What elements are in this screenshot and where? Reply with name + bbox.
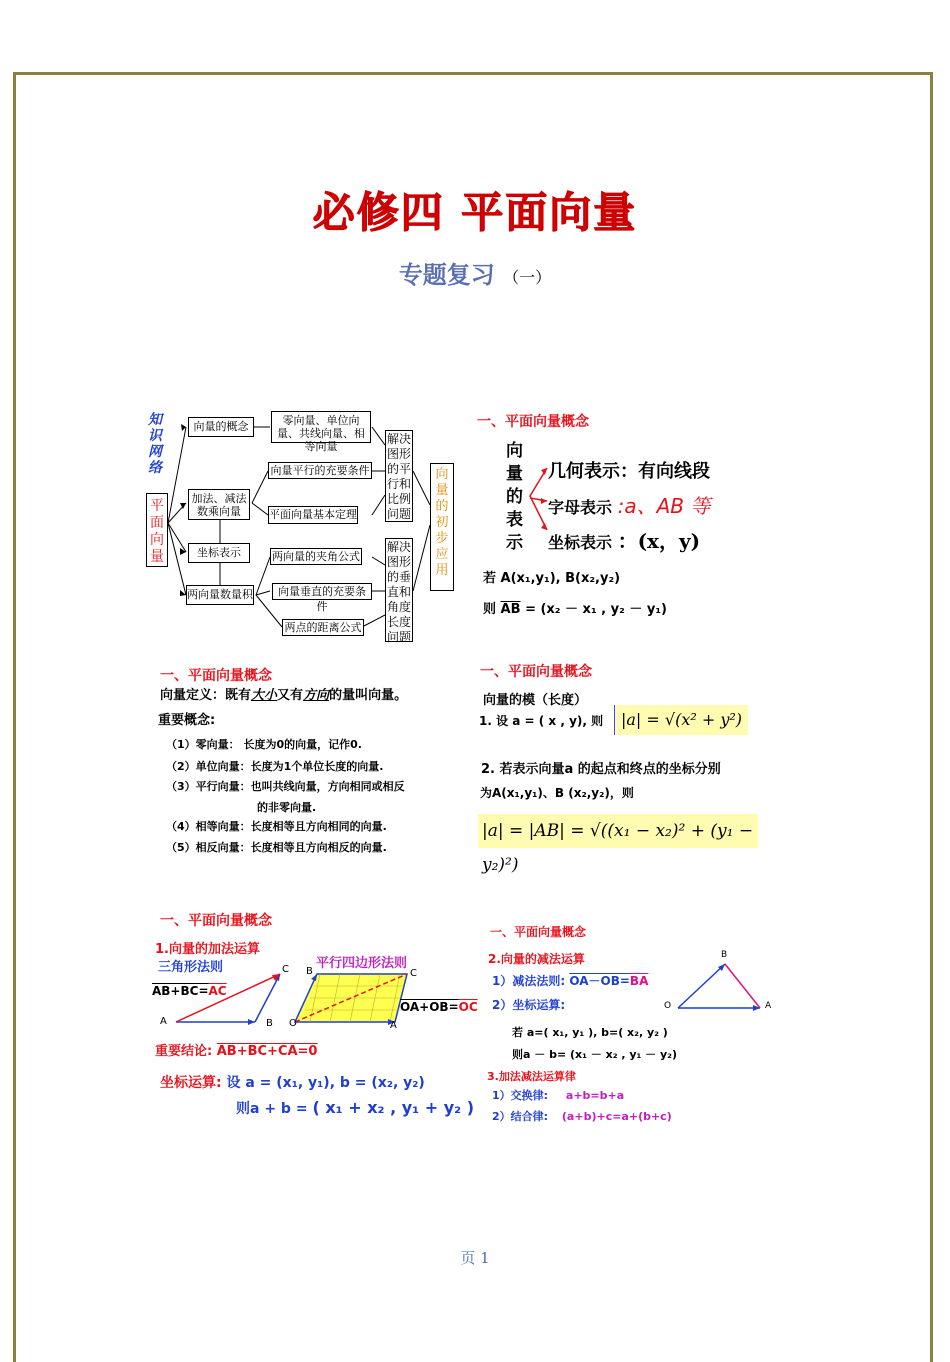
rep-then-line <box>483 598 667 617</box>
sub-assoc-pre: 2）结合律: <box>492 1110 549 1123</box>
network-root-box: 平面向量 <box>146 493 168 567</box>
node-distance-formula: 两点的距离公式 <box>282 619 364 636</box>
add-pt-b: B <box>266 1018 273 1029</box>
add-para-equation <box>400 1000 478 1014</box>
rep-brace <box>525 460 550 542</box>
def-line1-e: 的量叫向量。 <box>329 688 408 703</box>
add-conclusion <box>155 1040 317 1059</box>
add-heading: 一、平面向量概念 <box>160 913 272 929</box>
sub-assoc <box>492 1108 672 1124</box>
def-item-4: （4）相等向量：长度相等且方向相同的向量. <box>166 820 387 833</box>
add-tri-equation <box>152 984 227 998</box>
add-coord-l1: 设 a = (x₁, y₁), b = (x₂, y₂) <box>226 1075 425 1091</box>
node-coordinate: 坐标表示 <box>188 543 250 563</box>
node-perpendicular: 向量垂直的充要条件 <box>272 583 372 600</box>
mod-heading: 一、平面向量概念 <box>480 664 592 680</box>
rep-label: 向量的表示 <box>506 441 523 553</box>
mod-line2b: 为A(x₁,y₁)、B (x₂,y₂)，则 <box>480 786 634 800</box>
add-pt-a: A <box>160 1016 167 1027</box>
node-concept-detail: 零向量、单位向量、共线向量、相等向量 <box>271 411 371 443</box>
add-conclusion-pre: 重要结论: <box>155 1044 213 1059</box>
mod-line1: 1. 设 a = ( x , y), 则 <box>479 714 604 728</box>
node-operations: 加法、减法数乘向量 <box>188 489 250 520</box>
def-line1-c: 又有 <box>277 688 304 703</box>
add-para-pt-a: A <box>390 1020 397 1031</box>
def-line1 <box>160 684 407 703</box>
add-subheading: 1.向量的加法运算 <box>155 942 260 957</box>
add-para-eq-a: OA+OB= <box>400 1000 459 1014</box>
rep-coord-val: ：(x，y) <box>617 529 701 553</box>
node-angle-formula: 两向量的夹角公式 <box>272 550 360 563</box>
rep-coord-pre: 坐标表示 <box>548 533 613 552</box>
mod-title: 向量的模（长度） <box>483 693 588 708</box>
def-line1-a: 向量定义：既有 <box>160 688 252 703</box>
def-line1-b: 大小 <box>251 688 278 703</box>
network-side-label: 知识网络 <box>148 412 162 476</box>
sub-title: 2.向量的减法运算 <box>488 952 585 966</box>
sub-rule-pre: 1）减法法则: <box>492 974 566 988</box>
sub-rule-res: $\overline{BA}$ <box>629 974 649 988</box>
def-heading: 一、平面向量概念 <box>160 668 272 684</box>
node-solve-perpendicular: 解决图形的垂直和角度长度问题 <box>387 540 412 644</box>
subtitle-text: 专题复习 <box>398 261 495 289</box>
add-coord-l2-b: ( x₁ + x₂ , y₁ + y₂ ) <box>312 1098 475 1117</box>
node-concept: 向量的概念 <box>188 417 254 437</box>
mod-formula-2: |a| = |AB| = √((x₁ − x₂)² + (y₁ − y₂)²) <box>478 814 758 848</box>
node-parallel-condition: 向量平行的充要条件 <box>268 462 372 479</box>
rep-heading: 一、平面向量概念 <box>477 414 589 430</box>
rep-then-pre: 则 <box>483 602 497 617</box>
node-solve-parallel: 解决图形的平行和比例问题 <box>387 432 412 521</box>
rep-geometric: 几何表示：有向线段 <box>548 461 710 482</box>
add-para-pt-b: B <box>306 966 313 977</box>
add-parallelogram-rule: 平行四边形法则 <box>316 956 408 971</box>
node-dot-product: 两向量数量积 <box>186 585 254 605</box>
add-conclusion-val: AB+BC+CA=0 <box>216 1044 318 1059</box>
node-basic-theorem: 平面向量基本定理 <box>268 506 358 524</box>
sub-rule <box>492 972 648 989</box>
subtitle-paren: （一） <box>503 268 552 287</box>
add-para-eq-b: $\overline{OC}$ <box>458 1000 478 1014</box>
add-coord-pre: 坐标运算: <box>160 1075 222 1091</box>
add-para-pt-c: C <box>410 968 417 979</box>
add-tri-eq-a: AB+BC= <box>152 984 209 998</box>
def-item-3b: 的非零向量. <box>257 801 317 814</box>
def-item-2: （2）单位向量：长度为1个单位长度的向量. <box>166 760 384 773</box>
sub-coord: 2）坐标运算: <box>492 998 566 1012</box>
add-coord-l2-a: 则a + b = <box>236 1101 313 1117</box>
rep-then-vec: $\overline{AB}$ <box>500 602 521 617</box>
rep-letter <box>548 490 710 519</box>
sub-coord-1: 若 a=( x₁, y₁ ), b=( x₂, y₂ ) <box>512 1026 668 1039</box>
sub-law: 3.加法减法运算律 <box>487 1070 576 1083</box>
rep-if-line: 若 A(x₁,y₁), B(x₂,y₂) <box>483 571 621 586</box>
sub-comm-val: a+b=b+a <box>565 1089 625 1102</box>
rep-letter-val: :a、AB 等 <box>617 494 711 518</box>
sub-coord-2: 则a － b= (x₁ － x₂ , y₁ － y₂) <box>512 1048 678 1061</box>
sub-pt-o: O <box>664 1001 672 1011</box>
add-para-pt-o: O <box>289 1018 297 1029</box>
page-subtitle <box>0 255 950 290</box>
sub-comm-pre: 1）交换律: <box>492 1089 549 1102</box>
rep-letter-pre: 字母表示 <box>548 498 613 517</box>
def-item-5: （5）相反向量：长度相等且方向相反的向量. <box>166 841 387 854</box>
sub-comm <box>492 1087 624 1103</box>
add-tri-eq-b: $\overline{AC}$ <box>208 984 227 998</box>
sub-diagram <box>670 958 770 1014</box>
sub-pt-b: B <box>721 950 728 960</box>
mod-formula-1: |a| = √(x² + y²) <box>614 705 748 735</box>
def-item-1: （1）零向量： 长度为0的向量，记作0. <box>166 738 362 751</box>
sub-heading: 一、平面向量概念 <box>490 925 587 939</box>
rep-coordinate <box>548 525 700 554</box>
def-important: 重要概念: <box>158 713 216 728</box>
add-coord-line2 <box>236 1098 474 1118</box>
add-coord-line1 <box>160 1072 425 1092</box>
def-line1-d: 方向 <box>303 688 330 703</box>
sub-pt-a: A <box>765 1001 772 1011</box>
rep-then-val: = (x₂ － x₁ , y₂ － y₁) <box>525 602 667 617</box>
sub-assoc-val: (a+b)+c=a+(b+c) <box>561 1110 672 1123</box>
add-triangle-rule: 三角形法则 <box>158 960 224 975</box>
page-title: 必修四 平面向量 <box>312 188 638 237</box>
def-item-3: （3）平行向量：也叫共线向量，方向相同或相反 <box>166 780 405 793</box>
page-number: 页 1 <box>460 1249 490 1267</box>
sub-rule-eq: OA－OB= <box>569 974 630 988</box>
add-pt-c: C <box>282 964 289 975</box>
node-application: 向量的初步应用 <box>430 463 454 591</box>
mod-line2a: 2. 若表示向量a 的起点和终点的坐标分别 <box>481 762 721 777</box>
